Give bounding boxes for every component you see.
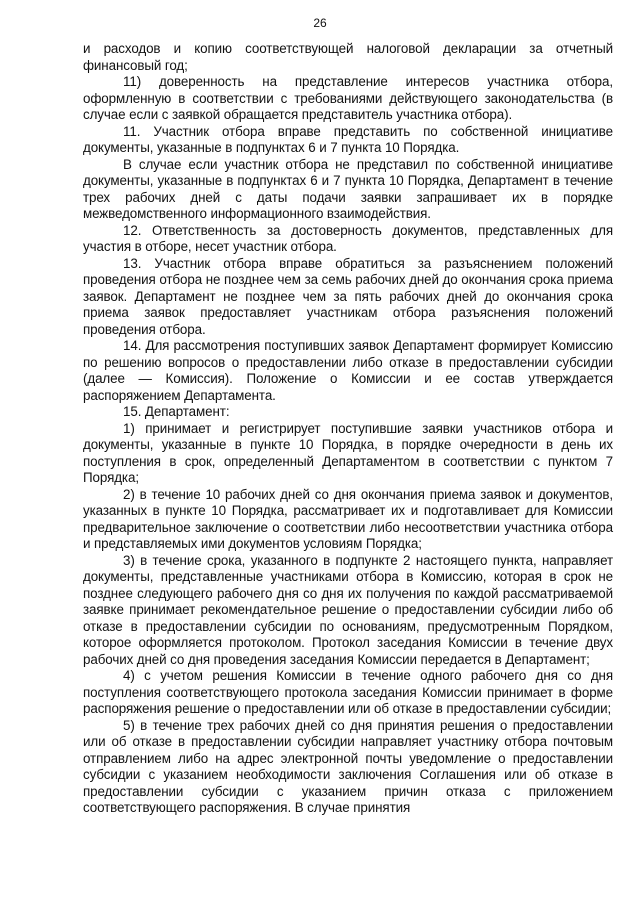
paragraph-clause-15: 15. Департамент: (123, 404, 230, 419)
paragraph-clause-15-item-4: 4) с учетом решения Комиссии в течение одного рабочего дня со дня поступления соответствующего протокола заседания Комиссии принимает в форме распоряжения решение о предоставлении или об отказе в предоставлении субсидии; (83, 668, 613, 716)
paragraph-clause-15-item-5: 5) в течение трех рабочих дней со дня принятия решения о предоставлении или об отказе в предоставлении субсидии направляет участнику отбора почтовым отправлением либо на адрес электронной почты уведомление о предоставлении субсидии с указанием необходимости заключения Соглашения или об отказе в предоставлении субсидии с указанием причин отказа с приложением соответствующего распоряжения. В случае принятия (83, 717, 613, 815)
paragraph-clause-14: 14. Для рассмотрения поступивших заявок Департамент формирует Комиссию по решению вопросов о предоставлении либо отказе в предоставлении субсидии (далее — Комиссия). Положение о Комиссии и ее состав утверждается распоряжением Департамента. (83, 338, 613, 403)
paragraph-continuation: и расходов и копию соответствующей налоговой декларации за отчетный финансовый год; (83, 41, 613, 73)
paragraph-clause-13: 13. Участник отбора вправе обратиться за разъяснением положений проведения отбора не позднее чем за семь рабочих дней до окончания срока приема заявок. Департамент не позднее чем за пять рабочих дней до окончания срока приема заявок предоставляет участникам отбора разъяснения положений проведения отбора. (83, 255, 613, 337)
paragraph-clause-15-item-2: 2) в течение 10 рабочих дней со дня окончания приема заявок и документов, указанных в пункте 10 Порядка, рассматривает их и подготавливает для Комиссии предварительное заключение о соответствии либо несоответствии участника отбора и представляемых ими документов условиям Порядка; (83, 486, 613, 551)
paragraph-clause-11-interagency: В случае если участник отбора не представил по собственной инициативе документы, указанные в подпунктах 6 и 7 пункта 10 Порядка, Департамент в течение трех рабочих дней с даты подачи заявки запрашивает их в порядке межведомственного информационного взаимодействия. (83, 156, 613, 221)
paragraph-clause-11: 11. Участник отбора вправе представить по собственной инициативе документы, указанные в подпунктах 6 и 7 пункта 10 Порядка. (83, 123, 613, 155)
paragraph-item-11-power-of-attorney: 11) доверенность на представление интересов участника отбора, оформленную в соответствии с требованиями действующего законодательства (в случае если с заявкой обращается представитель участника отбора). (83, 74, 613, 122)
paragraph-clause-12: 12. Ответственность за достоверность документов, представленных для участия в отборе, несет участник отбора. (83, 222, 613, 254)
paragraph-clause-15-item-1: 1) принимает и регистрирует поступившие заявки участников отбора и документы, указанные в пункте 10 Порядка, в порядке очередности в день их поступления в срок, определенный Департаментом в соответствии с пунктом 7 Порядка; (83, 420, 613, 485)
document-body (83, 41, 613, 817)
paragraph-clause-15-item-3: 3) в течение срока, указанного в подпункте 2 настоящего пункта, направляет документы, представленные участниками отбора в Комиссию, которая в срок не позднее следующего рабочего дня со дня их получения по каждой рассматриваемой заявке принимает рекомендательное решение о предоставлении субсидии либо об отказе в предоставлении субсидии по основаниям, предусмотренным Порядком, которое оформляется протоколом. Протокол заседания Комиссии в течение двух рабочих дней со дня проведения заседания Комиссии передается в Департамент; (83, 552, 613, 667)
page-number: 26 (313, 16, 327, 30)
